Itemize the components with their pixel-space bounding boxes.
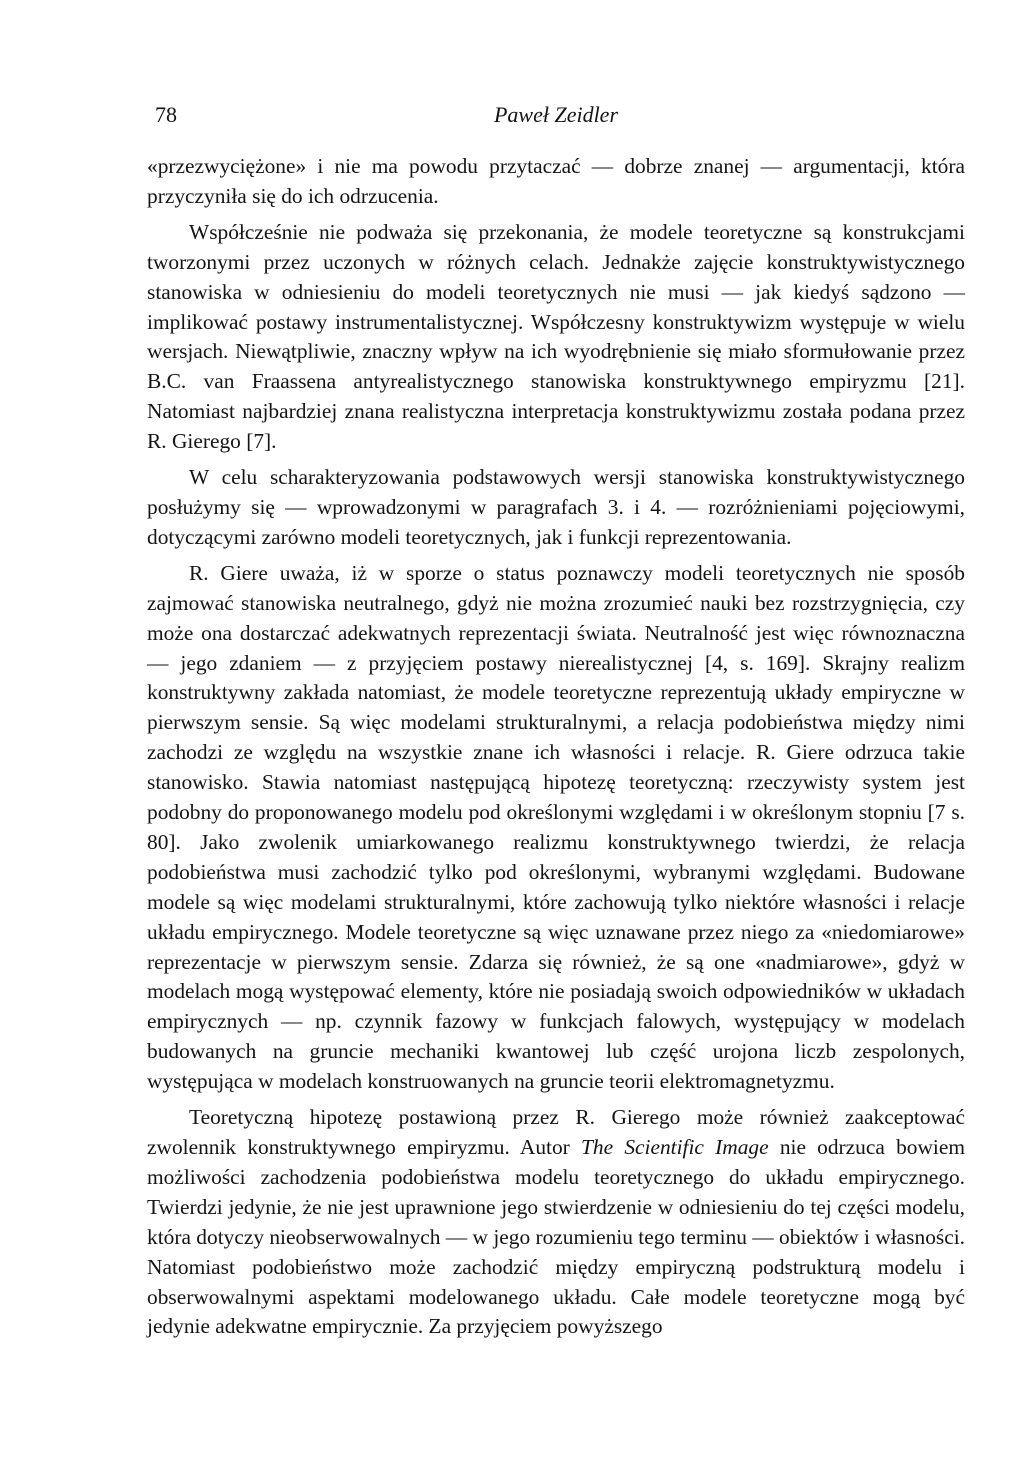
book-page: [147, 96, 965, 1348]
paragraph-constructive-empiricism: [147, 1103, 965, 1342]
body-text: [147, 152, 965, 1342]
page-number: 78: [155, 102, 177, 127]
paragraph-giere-realism: R. Giere uważa, iż w sporze o status poznawczy modeli teoretycznych nie sposób zajmować stanowiska neutralnego, gdyż nie można zrozumieć nauki bez rozstrzygnięcia, czy może ona dostarczać adekwatnych reprezentacji świata. Neutralność jest więc równoznaczna — jego zdaniem — z przyjęciem postawy nierealistycznej [4, s. 169]. Skrajny realizm konstruktywny zakłada natomiast, że modele teoretyczne reprezentują układy empiryczne w pierwszym sensie. Są więc modelami strukturalnymi, a relacja podobieństwa między nimi zachodzi ze względu na wszystkie znane ich własności i relacje. R. Giere odrzuca takie stanowisko. Stawia natomiast następującą hipotezę teoretyczną: rzeczywisty system jest podobny do proponowanego modelu pod określonymi względami i w określonym stopniu [7 s. 80]. Jako zwolenik umiarkowanego realizmu konstruktywnego twierdzi, że relacja podobieństwa musi zachodzić tylko pod określonymi, wybranymi względami. Budowane modele są więc modelami strukturalnymi, które zachowują tylko niektóre własności i relacje układu empirycznego. Modele teoretyczne są więc uznawane przez niego za «niedomiarowe» reprezentacje w pierwszym sensie. Zdarza się również, że są one «nadmiarowe», gdyż w modelach mogą występować elementy, które nie posiadają swoich odpowiedników w układach empirycznych — np. czynnik fazowy w funkcjach falowych, występujący w modelach budowanych na gruncie mechaniki kwantowej lub część urojona liczb zespolonych, występująca w modelach konstruowanych na gruncie teorii elektromagnetyzmu.: [147, 560, 965, 1094]
book-title-reference: The Scientific Image: [581, 1135, 769, 1159]
running-title-author: Paweł Zeidler: [493, 102, 619, 127]
paragraph-text-after-title: nie odrzuca bowiem możliwości zachodzenia podobieństwa modelu teoretycznego do układu empirycznego. Twierdzi jedynie, że nie jest uprawnione jego stwierdzenie w odniesieniu do tej części modelu, która dotyczy nieobserwowalnych — w jego rozumieniu tego terminu — obiektów i własności. Natomiast podobieństwo może zachodzić między empiryczną podstrukturą modelu i obserwowalnymi aspektami modelowanego układu. Całe modele teoretyczne mogą być jedynie adekwatne empirycznie. Za przyjęciem powyższego: [147, 1135, 966, 1339]
running-head: [147, 96, 965, 136]
paragraph-constructivism-versions: Współcześnie nie podważa się przekonania, że modele teoretyczne są konstrukcjami tworzonymi przez uczonych w różnych celach. Jednakże zajęcie konstruktywistycznego stanowiska w odniesieniu do modeli teoretycznych nie musi — jak kiedyś sądzono — implikować postawy instrumentalistycznej. Współczesny konstruktywizm występuje w wielu wersjach. Niewątpliwie, znaczny wpływ na ich wyodrębnienie się miało sformułowanie przez B.C. van Fraassena antyrealistycznego stanowiska konstruktywnego empiryzmu [21]. Natomiast najbardziej znana realistyczna interpretacja konstruktywizmu została podana przez R. Gierego [7].: [147, 219, 965, 454]
paragraph-characterization-aim: W celu scharakteryzowania podstawowych wersji stanowiska konstruktywistycznego posłużymy się — wprowadzonymi w paragrafach 3. i 4. — rozróżnieniami pojęciowymi, dotyczącymi zarówno modeli teoretycznych, jak i funkcji reprezentowania.: [147, 465, 965, 549]
paragraph-text-before-title: Teoretyczną hipotezę postawioną przez R. Gierego może również zaakceptować zwolennik konstruktywnego empiryzmu. Autor: [147, 1105, 965, 1159]
paragraph-continuation: «przezwyciężone» i nie ma powodu przytaczać — dobrze znanej — argumentacji, która przyczyniła się do ich odrzucenia.: [147, 154, 965, 208]
